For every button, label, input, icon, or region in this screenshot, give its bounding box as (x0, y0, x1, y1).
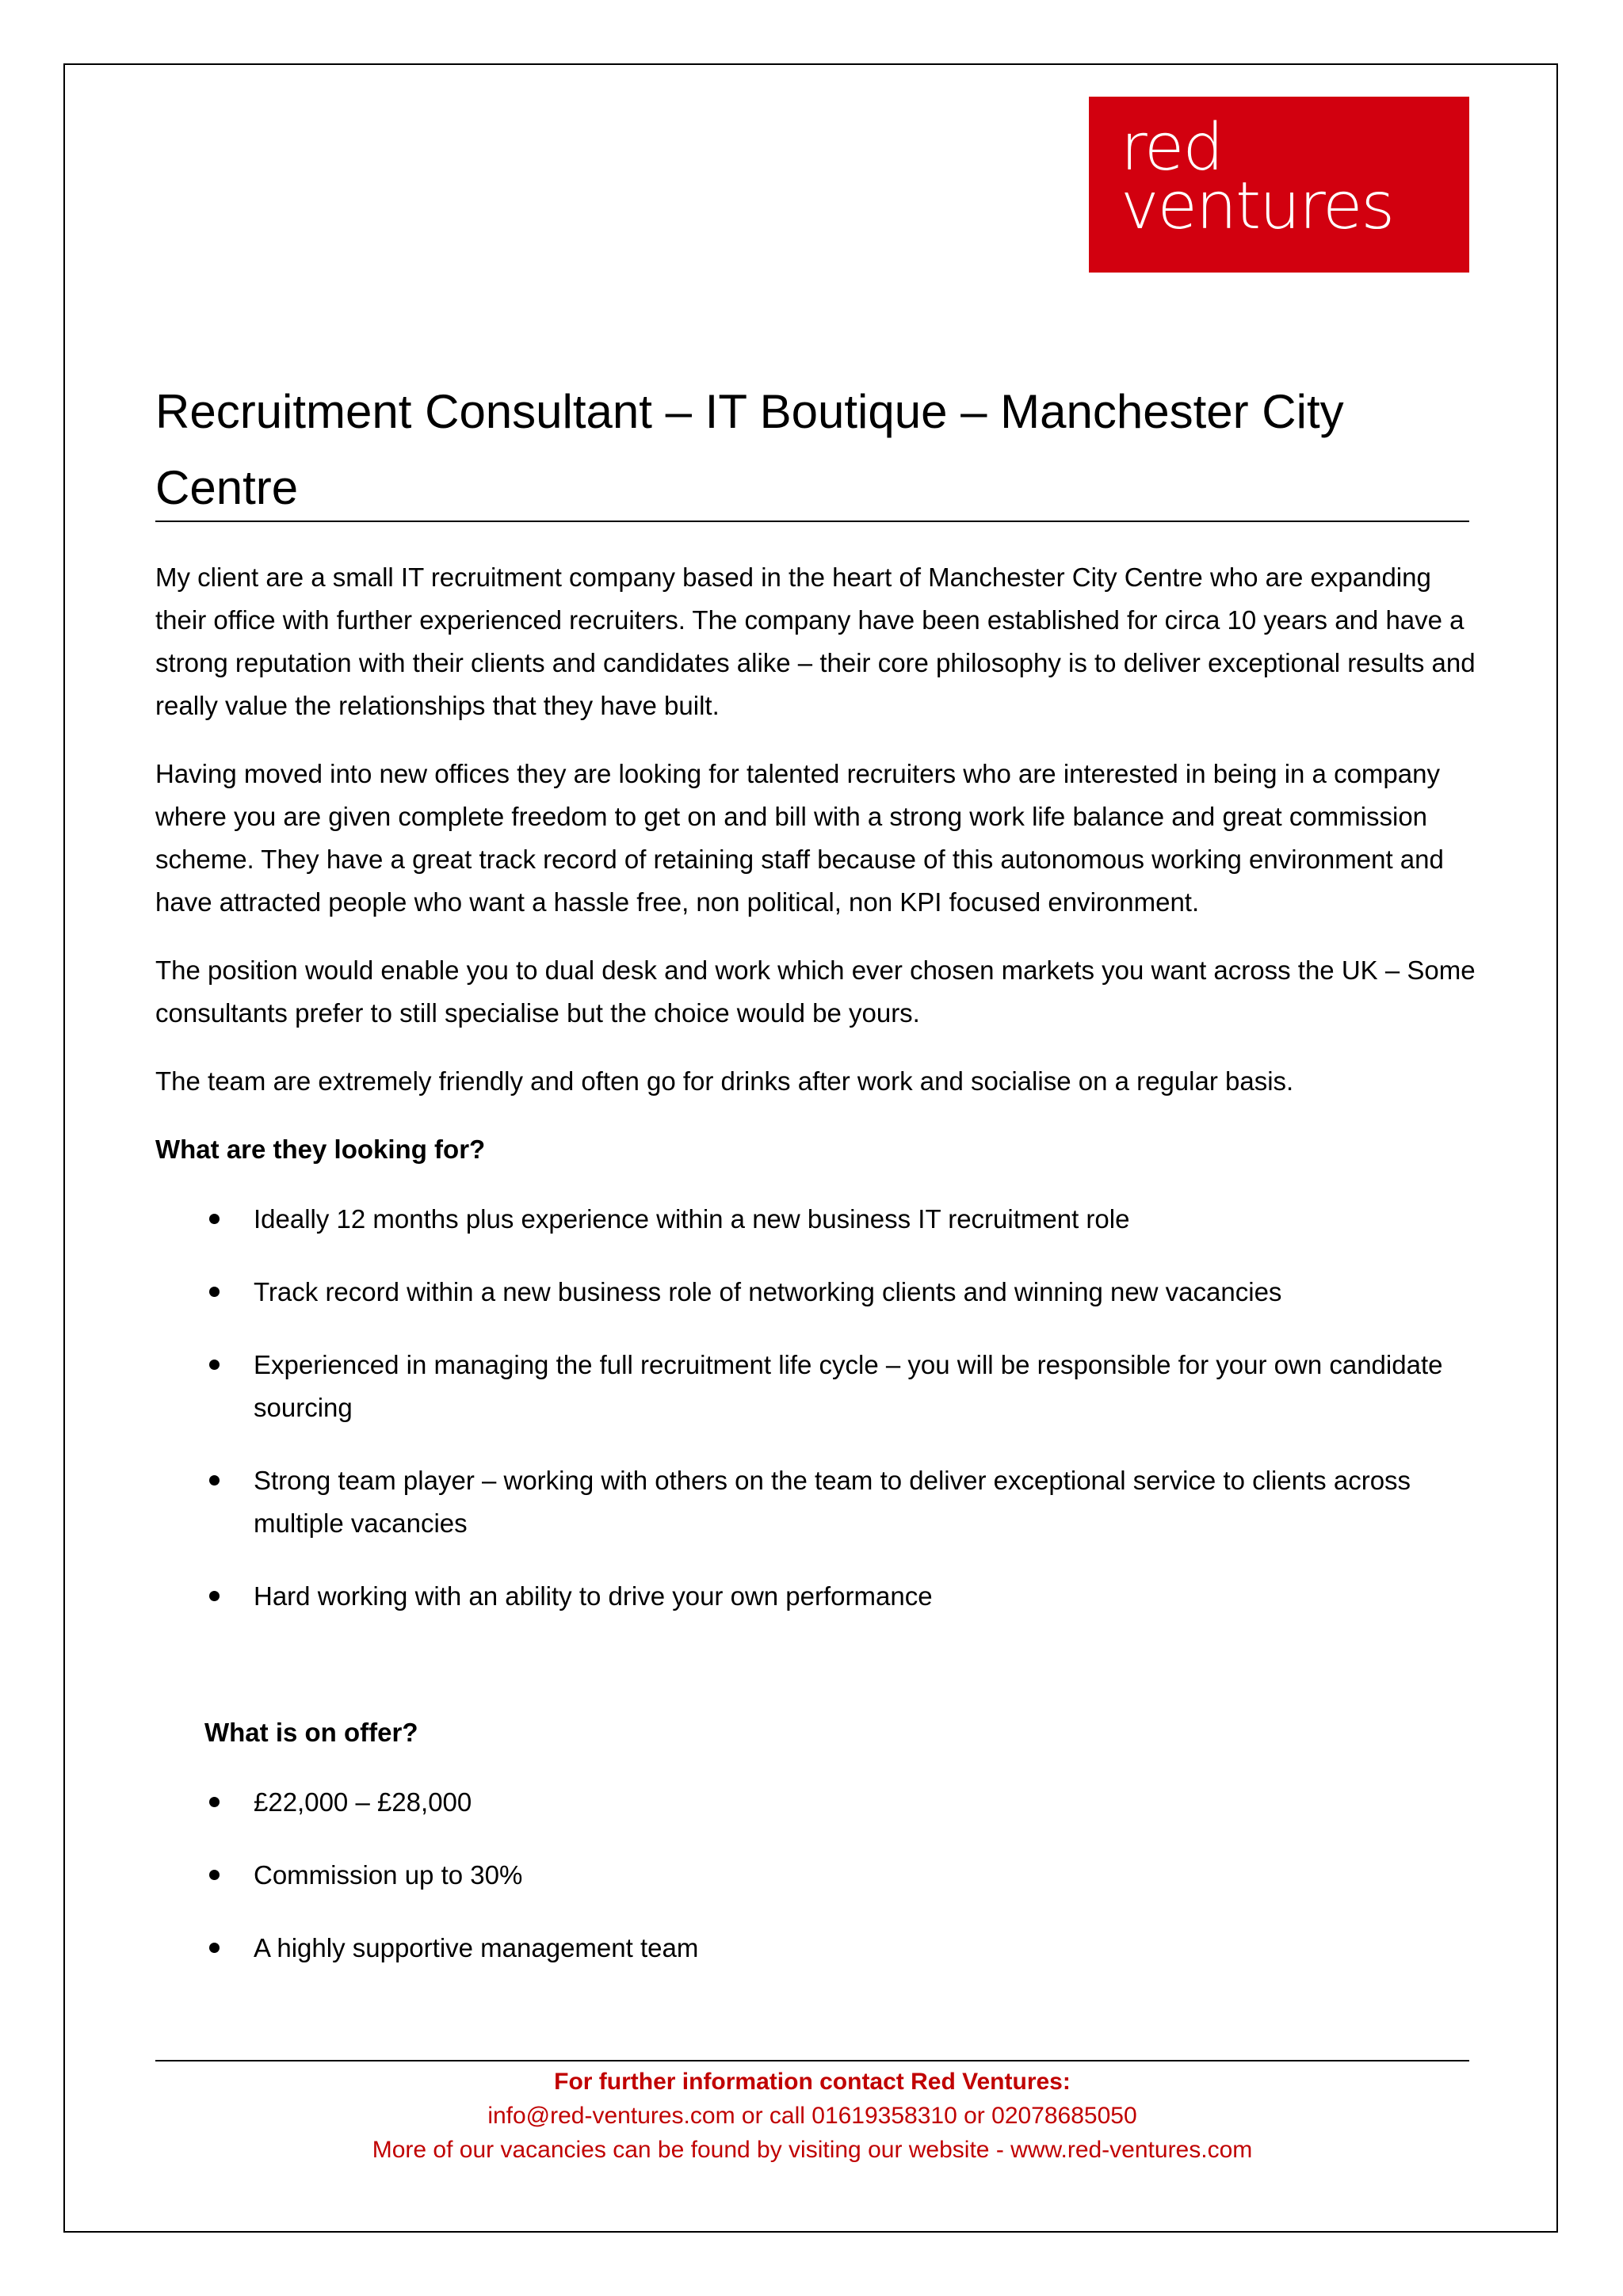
list-item (155, 1459, 1480, 1545)
list-item (155, 1198, 1480, 1241)
bullet-icon (209, 1287, 220, 1297)
bullet-icon (209, 1870, 220, 1880)
looking-for-list (155, 1198, 1480, 1618)
team-paragraph: The team are extremely friendly and often go for drinks after work and socialise on a regular basis. (155, 1066, 1294, 1096)
title-divider (155, 521, 1469, 522)
position-paragraph: The position would enable you to dual desk and work which ever chosen markets you want across the UK – Some consultants prefer to still specialise but the choice would be yours. (155, 955, 1476, 1028)
list-item-text: Experienced in managing the full recruitment life cycle – you will be responsible for your own candidate sourcing (254, 1350, 1443, 1422)
list-item (155, 1575, 1480, 1618)
looking-for-heading: What are they looking for? (155, 1135, 486, 1164)
bullet-icon (209, 1797, 220, 1807)
list-item (155, 1927, 1480, 1970)
list-item-text: Commission up to 30% (254, 1860, 523, 1890)
logo-line-ventures: ventures (1121, 169, 1394, 244)
footer-website-line: More of our vacancies can be found by visiting our website - www.red-ventures.com (372, 2137, 1253, 2163)
list-item-text: A highly supportive management team (254, 1933, 699, 1962)
red-ventures-logo (1089, 97, 1469, 273)
footer-divider (155, 2060, 1469, 2061)
intro-paragraph: My client are a small IT recruitment company based in the heart of Manchester City Centre who are expanding their office with further experienced recruiters. The company have been established for circa 10 years and have a strong reputation with their clients and candidates alike – their core philosophy is to deliver exceptional results and really value the relationships that they have built. (155, 563, 1476, 720)
list-item-text: Ideally 12 months plus experience within a new business IT recruitment role (254, 1204, 1130, 1234)
list-item-text: Strong team player – working with others on the team to deliver exceptional service to clients across multiple vacancies (254, 1466, 1411, 1538)
job-title: Recruitment Consultant – IT Boutique – Manchester City Centre (155, 385, 1344, 514)
bullet-icon (209, 1360, 220, 1370)
logo-line-red: red (1121, 110, 1223, 185)
offer-list (155, 1781, 1480, 1970)
list-item (155, 1271, 1480, 1314)
list-item-text: £22,000 – £28,000 (254, 1787, 472, 1817)
offices-paragraph: Having moved into new offices they are looking for talented recruiters who are interested in being in a company where you are given complete freedom to get on and bill with a strong work life balance and great commission scheme. They have a great track record of retaining staff because of this autonomous working environment and have attracted people who want a hassle free, non political, non KPI focused environment. (155, 759, 1444, 917)
footer-contact-heading: For further information contact Red Ventures: (554, 2069, 1071, 2095)
job-description (155, 556, 1480, 2000)
bullet-icon (209, 1591, 220, 1601)
list-item (155, 1344, 1480, 1429)
footer (155, 2065, 1469, 2167)
list-item (155, 1854, 1480, 1897)
bullet-icon (209, 1475, 220, 1486)
footer-contact-details: info@red-ventures.com or call 01619358310 or 02078685050 (487, 2103, 1137, 2129)
bullet-icon (209, 1943, 220, 1953)
list-item (155, 1781, 1480, 1824)
offer-heading: What is on offer? (204, 1718, 418, 1747)
list-item-text: Hard working with an ability to drive your own performance (254, 1581, 933, 1611)
list-item-text: Track record within a new business role of networking clients and winning new vacancies (254, 1277, 1282, 1306)
bullet-icon (209, 1214, 220, 1224)
